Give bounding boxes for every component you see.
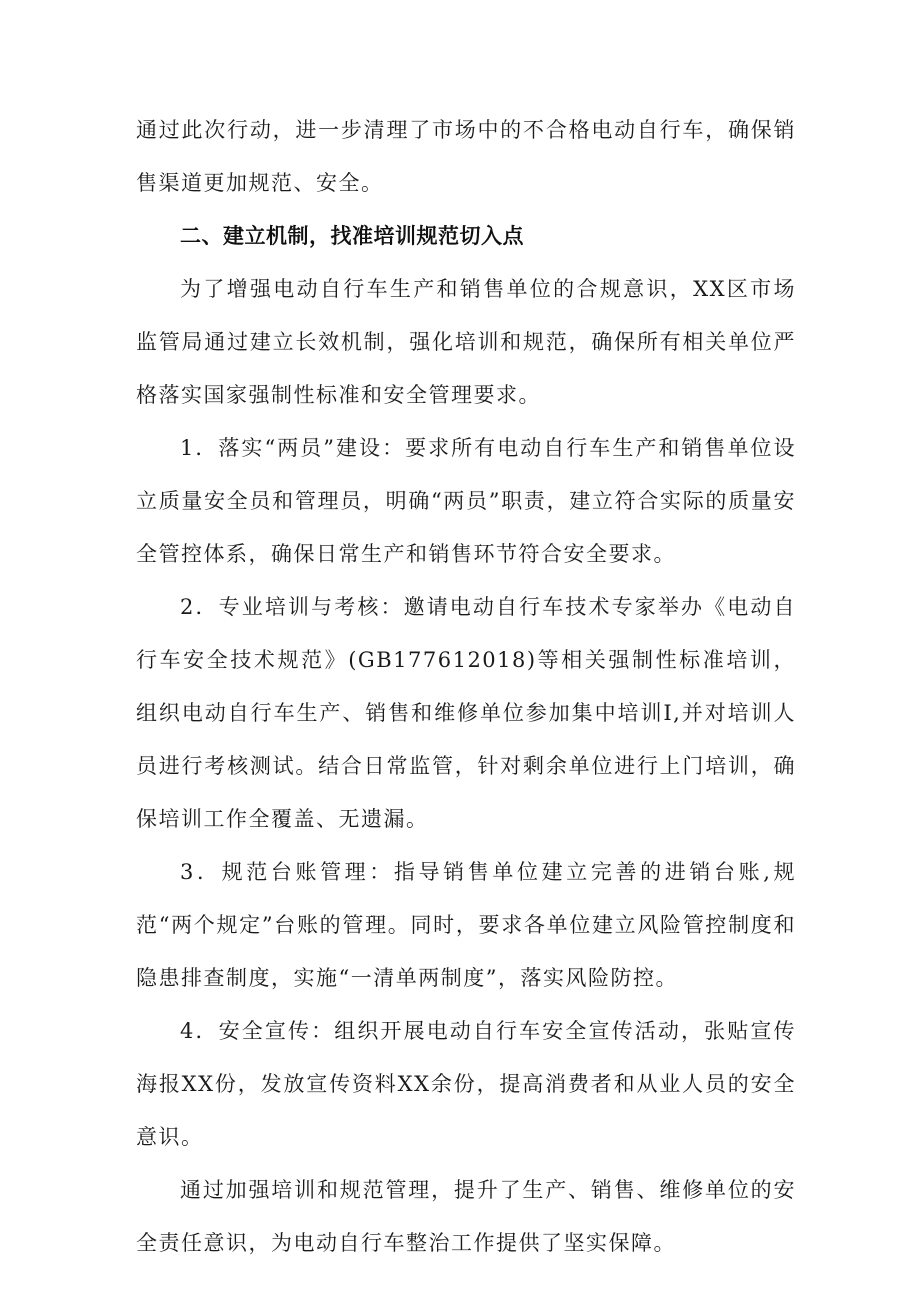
paragraph-item-3: 3．规范台账管理：指导销售单位建立完善的进销台账,规范“两个规定”台账的管理。同时，要求各单位建立风险管控制度和隐患排查制度，实施“一清单两制度”，落实风险防控。 xyxy=(136,860,796,990)
paragraph-item-1: 1．落实“两员”建设：要求所有电动自行车生产和销售单位设立质量安全员和管理员，明确“两员”职责，建立符合实际的质量安全管控体系，确保日常生产和销售环节符合安全要求。 xyxy=(136,436,796,566)
paragraph-section-intro: 为了增强电动自行车生产和销售单位的合规意识，XX区市场监管局通过建立长效机制，强化培训和规范，确保所有相关单位严格落实国家强制性标准和安全管理要求。 xyxy=(136,277,796,407)
paragraph-conclusion: 通过加强培训和规范管理，提升了生产、销售、维修单位的安全责任意识，为电动自行车整治工作提供了坚实保障。 xyxy=(136,1178,796,1255)
paragraph-item-2: 2．专业培训与考核：邀请电动自行车技术专家举办《电动自行车安全技术规范》(GB177612018)等相关强制性标准培训，组织电动自行车生产、销售和维修单位参加集中培训I,并对培训人员进行考核测试。结合日常监管，针对剩余单位进行上门培训，确保培训工作全覆盖、无遗漏。 xyxy=(136,595,796,831)
paragraph-item-4: 4．安全宣传：组织开展电动自行车安全宣传活动，张贴宣传海报XX份，发放宣传资料XX余份，提高消费者和从业人员的安全意识。 xyxy=(136,1019,796,1149)
section-heading: 二、建立机制，找准培训规范切入点 xyxy=(180,224,524,248)
document-body xyxy=(136,104,796,1270)
paragraph-intro-continuation: 通过此次行动，进一步清理了市场中的不合格电动自行车，确保销售渠道更加规范、安全。 xyxy=(136,118,796,195)
